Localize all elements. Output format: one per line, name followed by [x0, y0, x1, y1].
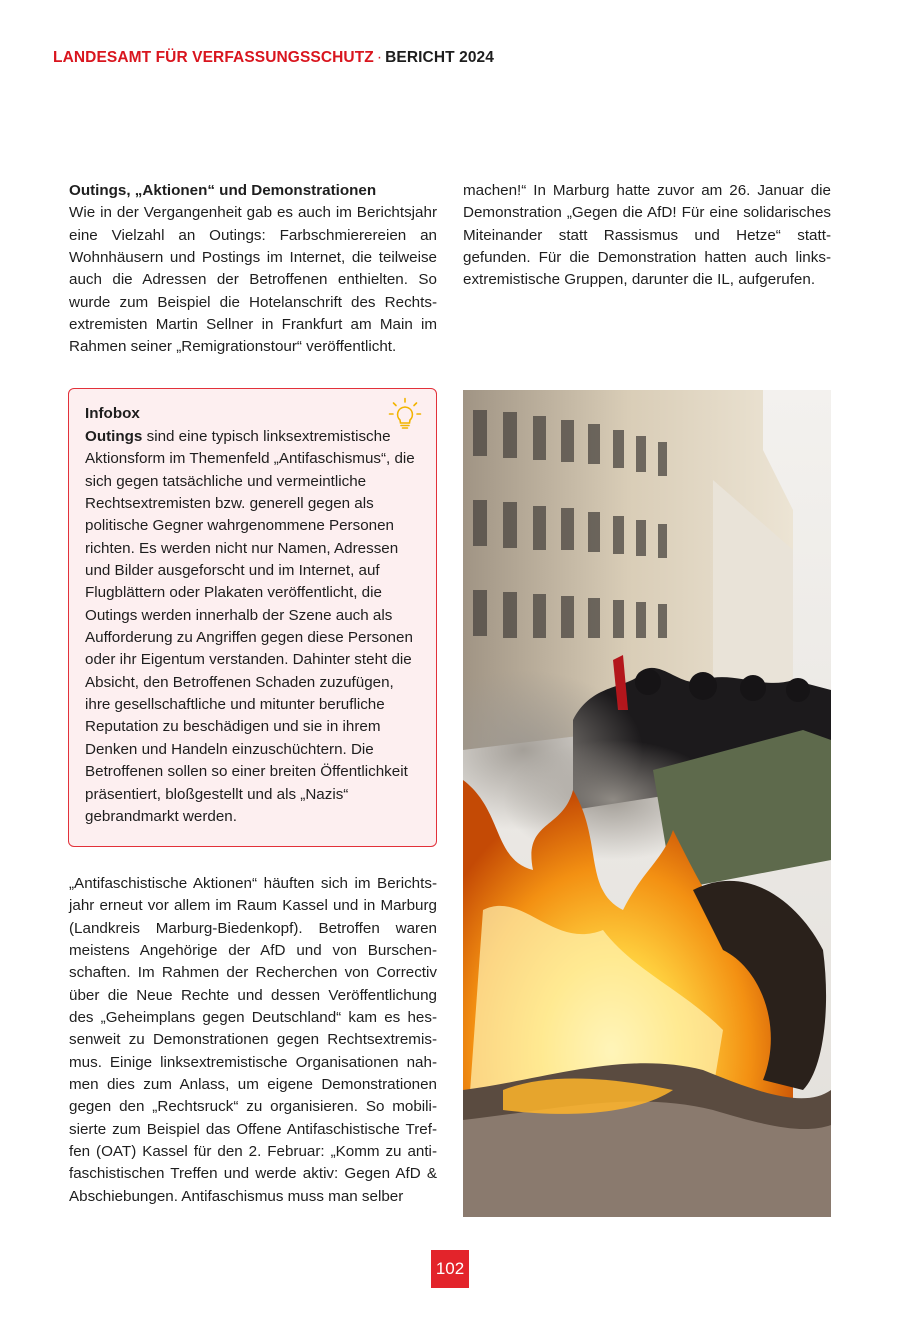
infobox-term: Outings	[85, 428, 143, 445]
infobox	[68, 388, 437, 847]
header-separator: ·	[376, 49, 383, 66]
lightbulb-icon	[388, 397, 422, 431]
header-report-title: BERICHT 2024	[385, 49, 494, 66]
left-column-bottom	[69, 873, 437, 1208]
antifa-actions-paragraph: „Antifaschistische Aktionen“ häuften sich im Berichtsjahr erneut vor allem im Raum Kassel und in Marburg (Landkreis Marburg-Biedenkopf). Betroffen waren meistens Angehörige der AfD und von Burschenschaften. Im Rahmen der Recherchen von Correctiv über die Neue Rechte und dessen Veröffentlichung des „Geheimplans gegen Deutschland“ kam es hessenweit zu Demonstrationen gegen Rechtsextremismus. Einige linksextremistische Organisationen nahmen dies zum Anlass, um eigene Demonstrationen gegen den „Rechtsruck“ zu organisieren. So mobilisierte zum Beispiel das Offene Antifaschistische Treffen (OAT) Kassel für den 2. Februar: „Komm zu antifaschistischen Treffen und werde aktiv: Gegen AfD & Abschiebungen. Antifaschismus muss man selber	[69, 875, 437, 1205]
burning-barricade-photo	[463, 390, 831, 1217]
marburg-demo-paragraph: machen!“ In Marburg hatte zuvor am 26. Januar die Demonstration „Gegen die AfD! Für eine solidarisches Miteinander statt Rassismus und Hetze“ stattgefunden. Für die Demonstration hatten auch linksextremistische Gruppen, darunter die IL, aufgerufen.	[463, 182, 831, 289]
running-header	[53, 49, 494, 67]
header-organization: LANDESAMT FÜR VERFASSUNGSSCHUTZ	[53, 49, 374, 66]
infobox-text	[85, 426, 420, 828]
section-intro-block	[69, 180, 437, 359]
page-number: 102	[431, 1250, 469, 1288]
intro-paragraph: Wie in der Vergangenheit gab es auch im Berichtsjahr eine Vielzahl an Outings: Farbschmierereien an Wohnhäusern und Postings im Internet, die teilweise auch die Adressen der Betroffenen enthielten. So wurde zum Beispiel die Hotelanschrift des Rechtsextremisten Martin Sellner in Frankfurt am Main im Rahmen seiner „Remigrationstour“ veröffentlicht.	[69, 204, 437, 356]
right-column-top	[463, 180, 831, 292]
infobox-title: Infobox	[85, 405, 140, 422]
infobox-definition: sind eine typisch linksextremistische Aktionsform im Themenfeld „Antifaschismus“, die sich gegen tatsächliche und vermeintliche Rechtsextremisten bzw. generell gegen als politische Gegner wahrgenommene Personen richten. Es werden nicht nur Namen, Adressen und Bilder ausgeforscht und im Internet, auf Flugblättern oder Plakaten veröffentlicht, die Outings werden innerhalb der Szene auch als Aufforderung zu Angriffen gegen diese Personen oder ihr Eigentum verstanden. Dahinter steht die Absicht, den Betroffenen Schaden zuzufügen, ihre gesellschaftliche und mitunter berufliche Reputation zu beschädigen und sie in ihrem Denken und Handeln einzuschüchtern. Die Betroffenen sollen so einer breiten Öffentlichkeit präsentiert, bloßgestellt und als „Nazis“ gebrandmarkt werden.	[85, 428, 415, 825]
section-heading: Outings, „Aktionen“ und Demonstrationen	[69, 182, 377, 199]
